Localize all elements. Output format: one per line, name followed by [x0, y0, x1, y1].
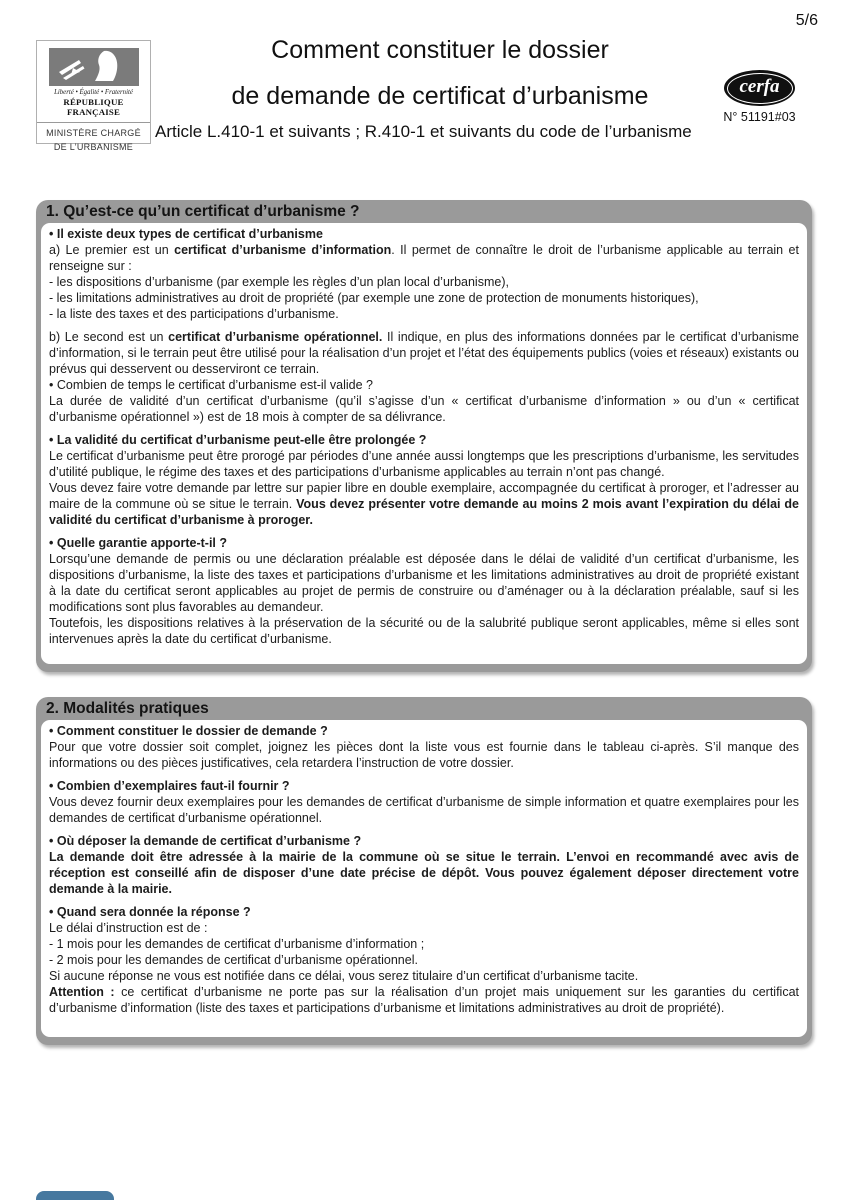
page-title [140, 36, 740, 111]
ministry-name-line2: DE L’URBANISME [53, 141, 134, 152]
paragraph [49, 480, 799, 528]
paragraph [49, 778, 799, 794]
paragraph [49, 794, 799, 826]
text: - 2 mois pour les demandes de certificat d’urbanisme opérationnel. [49, 953, 418, 967]
paragraph [49, 329, 799, 377]
section-body [41, 720, 807, 1037]
text: Le certificat d’urbanisme peut être prorogé par périodes d’une année aussi longtemps que les prescriptions d’urbanisme, les servitudes d’utilité publique, le régime des taxes et des participations d’urbanisme applicables au terrain n’ont pas changé. [49, 449, 799, 479]
page-title-line1: Comment constituer le dossier [271, 36, 609, 64]
paragraph [49, 739, 799, 771]
text: Toutefois, les dispositions relatives à la préservation de la sécurité ou de la salubrité publique seront applicables, même si elles sont intervenues après la date du certificat d’urbanisme. [49, 616, 799, 646]
paragraph [49, 551, 799, 615]
text: Vous devez fournir deux exemplaires pour les demandes de certificat d’urbanisme de simple information et quatre exemplaires pour les demandes de certificat d’urbanisme opérationnel. [49, 795, 799, 825]
section-quest-ce-quun-certificat [36, 200, 812, 672]
bold-text: • Comment constituer le dossier de demande ? [49, 724, 328, 738]
cerfa-badge-label: cerfa [739, 76, 780, 97]
next-section-header-partial [36, 1191, 114, 1200]
text: . Il permet de connaître le droit de l’urbanisme applicable au terrain et renseigne sur : [49, 243, 799, 273]
paragraph [49, 849, 799, 897]
paragraph [49, 377, 799, 393]
bold-text: certificat d’urbanisme opérationnel. [168, 330, 383, 344]
paragraph [49, 615, 799, 647]
text: - la liste des taxes et des participations d’urbanisme. [49, 307, 339, 321]
bold-text: • Il existe deux types de certificat d’urbanisme [49, 227, 323, 241]
section-modalites-pratiques [36, 697, 812, 1045]
form-number: N° 51191#03 [723, 110, 796, 124]
paragraph [49, 448, 799, 480]
text: • Combien de temps le certificat d’urbanisme est-il valide ? [49, 378, 373, 392]
paragraph-spacer [49, 771, 799, 778]
bold-text: • Où déposer la demande de certificat d’urbanisme ? [49, 834, 362, 848]
text: Si aucune réponse ne vous est notifiée dans ce délai, vous serez titulaire d’un certificat d’urbanisme tacite. [49, 969, 639, 983]
paragraph [49, 920, 799, 936]
logo-motto: Liberté • Égalité • Fraternité [54, 89, 133, 96]
ministry-logo-block [36, 40, 151, 152]
bold-text: certificat d’urbanisme d’information [174, 243, 392, 257]
paragraph [49, 833, 799, 849]
paragraph [49, 226, 799, 242]
section-title: 1. Qu’est-ce qu’un certificat d’urbanisme ? [46, 203, 360, 220]
text: - les limitations administratives au droit de propriété (par exemple une zone de protection de monuments historiques), [49, 291, 699, 305]
text: Vous devez faire votre demande par lettre sur papier libre en double exemplaire, accompagnée du certificat à proroger, et l’adresser au maire de la commune où se situe le terrain. [49, 481, 799, 511]
text: - 1 mois pour les demandes de certificat d’urbanisme d’information ; [49, 937, 425, 951]
ministry-name [37, 123, 150, 155]
paragraph [49, 723, 799, 739]
ministry-name-line1: MINISTÈRE CHARGÉ [46, 128, 141, 138]
text: Pour que votre dossier soit complet, joignez les pièces dont la liste vous est fournie dans le tableau ci-après. S’il manque des informations ou des pièces justificatives, cela retardera l’instruction de votre dossier. [49, 740, 799, 770]
paragraph [49, 274, 799, 290]
bold-text: Vous devez présenter votre demande au moins 2 mois avant l’expiration du délai de validité du certificat d’urbanisme à proroger. [49, 497, 800, 527]
paragraph [49, 242, 799, 274]
text: Le délai d’instruction est de : [49, 921, 208, 935]
paragraph [49, 952, 799, 968]
paragraph [49, 968, 799, 984]
paragraph [49, 290, 799, 306]
paragraph [49, 904, 799, 920]
marianne-logo-icon [49, 48, 139, 86]
cerfa-badge [724, 70, 795, 106]
text: a) Le premier est un [49, 243, 175, 257]
paragraph [49, 535, 799, 551]
paragraph [49, 432, 799, 448]
bold-text: • Combien d’exemplaires faut-il fournir ? [49, 779, 290, 793]
text: Lorsqu’une demande de permis ou une déclaration préalable est déposée dans le délai de validité d’un certificat d’urbanisme, les dispositions d’urbanisme, la liste des taxes et participations d’urbanisme et les limitations administratives au droit de propriété existant à la date du certificat seront applicables au projet de permis de construire ou d’aménager ou à la déclaration préalable, sauf si les modifications sont plus favorables au demandeur. [49, 552, 799, 614]
text: Il indique, en plus des informations données par le certificat d’urbanisme d’information, si le terrain peut être utilisé pour la réalisation d’un projet et l’état des équipements publics (voies et réseaux) existants ou prévus qui desservent ou desserviront ce terrain. [49, 330, 800, 376]
paragraph [49, 393, 799, 425]
paragraph [49, 936, 799, 952]
text: ce certificat d’urbanisme ne porte pas sur la réalisation d’un projet mais uniquement sur les garanties du certificat d’urbanisme d’information (liste des taxes et participations d’urbanisme et limitations administratives au droit de propriété). [49, 985, 799, 1015]
text: b) Le second est un [49, 330, 169, 344]
paragraph-spacer [49, 322, 799, 329]
paragraph [49, 306, 799, 322]
section-title: 2. Modalités pratiques [46, 700, 209, 717]
section-body [41, 223, 807, 664]
bold-text: • Quand sera donnée la réponse ? [49, 905, 251, 919]
paragraph-spacer [49, 897, 799, 904]
bold-text: La demande doit être adressée à la mairie de la commune où se situe le terrain. L’envoi en recommandé avec avis de réception est conseillé afin de disposer d’une date précise de dépôt. Vous pouvez également déposer directement votre demande à la mairie. [49, 850, 799, 896]
paragraph-spacer [49, 425, 799, 432]
text: - les dispositions d’urbanisme (par exemple les règles d’un plan local d’urbanisme), [49, 275, 509, 289]
legal-reference-subtitle: Article L.410-1 et suivants ; R.410-1 et suivants du code de l’urbanisme [155, 122, 692, 141]
paragraph-spacer [49, 528, 799, 535]
bold-text: • La validité du certificat d’urbanisme peut-elle être prolongée ? [49, 433, 427, 447]
page-title-line2: de demande de certificat d’urbanisme [231, 82, 649, 110]
bold-text: Attention : [49, 985, 115, 999]
logo-republic-label: RÉPUBLIQUE FRANÇAISE [63, 97, 124, 117]
paragraph-spacer [49, 826, 799, 833]
text: La durée de validité d’un certificat d’urbanisme (qu’il s’agisse d’un « certificat d’urbanisme d’information » ou d’un « certificat d’urbanisme opérationnel ») est de 18 mois à compter de sa délivrance. [49, 394, 799, 424]
page-number: 5/6 [795, 12, 818, 29]
paragraph [49, 984, 799, 1016]
bold-text: • Quelle garantie apporte-t-il ? [49, 536, 228, 550]
